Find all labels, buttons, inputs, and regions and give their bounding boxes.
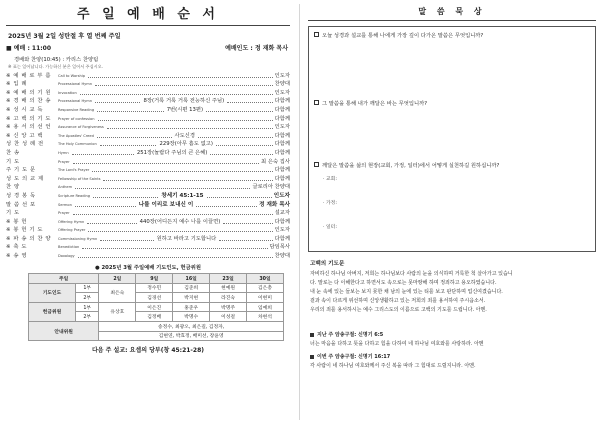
order-item-presenter: 다함께: [274, 218, 290, 225]
prayer-line: 우리의 죄를 용서하시는 예수 그리스도의 이름으로 고백의 기도를 드립니다. 아멘.: [310, 307, 487, 313]
prayer-line: 내 눈 속에 있는 들보는 보지 못한 채 남의 눈에 있는 티를 보고 판단하며 업신여겼습니다.: [310, 289, 503, 295]
leader-dots: [207, 197, 272, 198]
question-1: [314, 31, 483, 39]
leader-dots: [87, 223, 136, 224]
order-item-presenter: 다함께: [274, 115, 290, 122]
roster-label-guide: 안내위원: [29, 322, 99, 341]
leader-dots: [75, 206, 136, 207]
order-item-presenter: 다함께: [274, 141, 291, 148]
verse-2-title: 이번 주 암송구절: 신명기 16:17: [317, 354, 391, 360]
order-item-english: Processional Hymn: [58, 99, 93, 104]
next-sermon: 다음 주 설교: 요셉의 당부(창 45:21-28): [91, 347, 205, 355]
order-item-english: Call to Worship: [58, 73, 86, 78]
roster-cell: 차현석: [247, 312, 284, 322]
roster-cell: 임예희: [247, 302, 284, 312]
order-item-name: 찬 양: [6, 184, 20, 191]
order-row: [6, 131, 290, 140]
leader-dots: [100, 145, 157, 146]
leader-dots: [92, 171, 272, 172]
roster-sub: 1부: [76, 302, 99, 312]
leader-dots: [72, 154, 134, 155]
leader-dots: [82, 248, 267, 249]
order-row: [6, 209, 290, 218]
order-item-english: Hymn: [58, 150, 69, 155]
order-item-english: Prayer: [58, 211, 70, 216]
prayer-title: 고백의 기도문: [310, 261, 345, 267]
checkbox-icon: [314, 100, 319, 105]
leader-dots: [73, 214, 273, 215]
prayer-line: 겉과 속이 다르게 위선하며 신앙생활하고 있는 저희의 죄를 용서하여 주시옵소서.: [310, 298, 486, 304]
order-item-content: 사도신경: [174, 132, 195, 139]
verse-1-title-row: [310, 331, 596, 338]
order-item-english: Offering Hymn: [58, 219, 85, 224]
order-item-content: 나를 이리로 보내신 이: [138, 201, 194, 208]
roster-header-date: 30일: [247, 274, 284, 284]
order-row: [6, 200, 290, 209]
order-row: [6, 191, 290, 200]
question-3: [314, 161, 499, 169]
sub-home: · 가정:: [323, 201, 337, 206]
service-leader: 예배인도 : 정 재화 목사: [225, 45, 288, 52]
opening-praise: 경배와 찬양(10:45) : 카리스 찬양팀: [14, 57, 99, 63]
order-item-name: ※ 고 백 의 기 도: [6, 115, 52, 122]
order-row: [6, 226, 290, 235]
order-row: [6, 183, 290, 192]
roster-sub: 2부: [76, 312, 99, 322]
order-row: [6, 251, 290, 260]
roster-cell: 박명수: [173, 312, 210, 322]
roster-cell: 김경선: [136, 293, 173, 303]
question-2: [314, 99, 427, 107]
roster-header-date: 2일: [99, 274, 136, 284]
order-row: [6, 234, 290, 243]
order-item-presenter: 설교자: [274, 210, 290, 217]
roster-header-row: [29, 274, 284, 284]
order-row: [6, 148, 290, 157]
leader-dots: [103, 180, 272, 181]
order-row: [6, 88, 290, 97]
roster-cell: 박지현: [173, 293, 210, 303]
roster-cell: 김정배: [136, 312, 173, 322]
leader-dots: [88, 231, 272, 232]
order-item-english: Doxology: [58, 254, 75, 259]
order-item-presenter: 인도자: [274, 227, 290, 234]
roster-sub: 1부: [76, 283, 99, 293]
checkbox-icon: [314, 162, 319, 167]
meditation-title: 말 씀 묵 상: [308, 6, 596, 21]
roster-header-sunday: 주일: [29, 274, 99, 284]
roster-cell: 정수민: [136, 283, 173, 293]
order-item-english: Anthem: [58, 185, 73, 190]
roster-cell: 이성걸: [210, 312, 247, 322]
order-item-name: ※ 축 도: [6, 244, 28, 251]
roster-label-offering: 헌금위원: [29, 302, 76, 321]
leader-dots: [206, 111, 273, 112]
roster-cell: 박명주: [210, 302, 247, 312]
roster-header-date: 23일: [210, 274, 247, 284]
order-item-name: 기 도: [6, 210, 20, 217]
order-item-name: 성 경 봉 독: [6, 192, 36, 199]
roster-title: ● 2025년 3월 주일예배 기도인도, 헌금위원: [95, 265, 201, 272]
verse-1-body: 너는 마음을 다하고 뜻을 다하고 힘을 다하여 네 하나님 여호와를 사랑하라. 아멘: [310, 341, 484, 347]
leader-dots: [93, 197, 158, 198]
table-row: [29, 302, 284, 312]
question-box: [308, 26, 596, 252]
order-item-english: Prayer: [58, 159, 70, 164]
order-item-presenter: 인도자: [273, 192, 291, 199]
column-divider: [299, 4, 300, 420]
roster-cell: 이현미: [247, 293, 284, 303]
order-item-name: ※ 봉 헌 기 도: [6, 227, 44, 234]
order-item-name: ※ 예 배 로 부 름: [6, 72, 52, 79]
leader-dots: [210, 154, 272, 155]
leader-dots: [97, 137, 172, 138]
roster-cell: 최은숙: [99, 283, 136, 302]
order-item-presenter: 찬양대: [274, 81, 290, 88]
order-item-english: Offering Prayer: [58, 228, 86, 233]
order-item-presenter: 다함께: [274, 175, 290, 182]
order-item-presenter: 담임목사: [269, 244, 290, 251]
order-item-name: ※ 신 앙 고 백: [6, 132, 44, 139]
roster-cell: 홍준우: [173, 302, 210, 312]
roster-cell: 유상호: [99, 302, 136, 321]
order-item-content: 8장(거룩 거룩 거룩 전능하신 주님): [143, 98, 225, 105]
leader-dots: [97, 111, 164, 112]
order-item-name: ※ 파 송 의 찬 양: [6, 235, 52, 242]
leader-dots: [219, 240, 272, 241]
standing-note: ※ 표는 일어납니다. 가능하신 분은 일어서 주십시오.: [8, 64, 104, 69]
order-item-name: 찬 송: [6, 149, 20, 156]
prayer-line: 다. 말로는 다 이해한다고 하면서도 속으로는 못마땅해 하며 정죄하고 용오하였습니다.: [310, 280, 497, 286]
leader-dots: [100, 240, 153, 241]
page-title: 주 일 예 배 순 서: [6, 3, 290, 26]
order-row: [6, 105, 290, 114]
order-item-english: Fellowship of the Saints: [58, 176, 101, 181]
order-item-english: Responsive Reading: [58, 107, 95, 112]
order-item-name: 성 찬 성 례 전: [6, 141, 44, 148]
verse-1-title: 지난 주 암송구절: 신명기 6:5: [317, 332, 384, 338]
order-item-english: The Apostles' Creed: [58, 133, 94, 138]
question-1-text: 오늘 성경과 설교를 통해 나에게 가장 깊이 다가온 말씀은 무엇입니까?: [322, 33, 484, 39]
order-row: [6, 123, 290, 132]
meditation-panel: [302, 0, 600, 423]
order-item-english: Processional Hymn: [58, 82, 93, 87]
order-item-content: 440장(어디든지 예수 나를 이끌면): [139, 218, 221, 225]
leader-dots: [88, 77, 273, 78]
order-item-presenter: 다함께: [274, 167, 290, 174]
leader-dots: [196, 206, 257, 207]
roster-table: [28, 273, 284, 341]
order-item-content: 창세기 45:1-15: [161, 192, 204, 199]
order-row: [6, 166, 290, 175]
order-item-presenter: 다함께: [274, 106, 291, 113]
memory-verses: [308, 331, 596, 369]
roster-cell: 김은총: [247, 283, 284, 293]
order-item-english: Scripture Reading: [58, 193, 91, 198]
leader-dots: [78, 257, 273, 258]
table-row: [29, 283, 284, 293]
order-row: [6, 114, 290, 123]
order-item-presenter: 인도자: [274, 89, 290, 96]
question-2-text: 그 말씀을 통해 내가 깨달은 바는 무엇입니까?: [322, 101, 428, 107]
order-item-presenter: 다함께: [274, 149, 290, 156]
roster-label-prayer: 기도인도: [29, 283, 76, 302]
order-item-english: The Lord's Prayer: [58, 168, 90, 173]
leader-dots: [198, 137, 273, 138]
order-item-name: 성 도 의 교 제: [6, 175, 44, 182]
order-item-name: 주 기 도 문: [6, 167, 36, 174]
table-row: [29, 322, 284, 332]
roster-header-date: 16일: [173, 274, 210, 284]
prayer-line: 자비하신 하나님 아버지, 저희는 하나님보다 사람의 눈을 의식하며 거룩한 척 살아가고 있습니: [310, 271, 513, 277]
order-item-name: ※ 송 영: [6, 253, 28, 260]
order-item-presenter: 정 재화 목사: [259, 201, 291, 208]
order-item-english: Commissioning Hymn: [58, 236, 98, 241]
order-row: [6, 80, 290, 89]
roster-guide-names: 김현연, 박효정, 배미선, 장윤영: [99, 331, 284, 341]
order-row: [6, 243, 290, 252]
service-info-row: [6, 43, 290, 52]
order-row: [6, 97, 290, 106]
leader-dots: [80, 94, 273, 95]
service-time: ■ 예배 : 11:00: [6, 45, 52, 52]
order-item-name: 기 도: [6, 158, 20, 165]
order-item-name: ※ 예 배 의 기 원: [6, 89, 52, 96]
roster-cell: 라진숙: [210, 293, 247, 303]
prayer-body: [308, 270, 596, 315]
leader-dots: [95, 85, 273, 86]
sub-work: · 일터:: [323, 225, 337, 230]
roster-sub: 2부: [76, 293, 99, 303]
leader-dots: [227, 102, 272, 103]
order-item-english: Benediction: [58, 245, 80, 250]
verse-2-body: 각 사람이 네 하나님 여호와께서 주신 복을 따라 그 힘대로 드릴지니라. 아멘.: [310, 363, 476, 369]
roster-cell: 이은진: [136, 302, 173, 312]
order-item-presenter: 글로리아 찬양대: [252, 184, 290, 191]
order-item-presenter: 다함께: [274, 235, 291, 242]
sub-church: · 교회:: [323, 177, 337, 182]
order-row: [6, 140, 290, 149]
order-item-content: 229장(아무 흠도 없고): [159, 141, 213, 148]
order-item-english: Assurance of Forgiveness: [58, 125, 104, 130]
order-item-presenter: 인도자: [274, 124, 290, 131]
roster-header-date: 9일: [136, 274, 173, 284]
order-item-presenter: 다함께: [274, 132, 291, 139]
order-row: [6, 217, 290, 226]
checkbox-icon: [314, 32, 319, 37]
order-item-name: ※ 입 례: [6, 81, 28, 88]
service-date: 2025년 3월 2일 성탄절 후 열 번째 주일: [8, 33, 121, 40]
square-bullet-icon: [310, 355, 314, 359]
leader-dots: [75, 188, 250, 189]
square-bullet-icon: [310, 333, 314, 337]
order-item-english: The Holy Communion: [58, 142, 97, 147]
order-item-name: ※ 봉 헌: [6, 218, 28, 225]
order-row: [6, 174, 290, 183]
roster-cell: 현예원: [210, 283, 247, 293]
leader-dots: [107, 128, 273, 129]
leader-dots: [223, 223, 272, 224]
order-item-presenter: 다함께: [274, 98, 290, 105]
order-item-english: Invocation: [58, 90, 77, 95]
leader-dots: [216, 145, 273, 146]
order-item-content: 251장(놀랍다 주님의 큰 은혜): [136, 149, 208, 156]
leader-dots: [98, 120, 273, 121]
question-3-text: 깨달은 말씀을 삶의 현장(교회, 가정, 일터)에서 어떻게 실천하길 원하십니까?: [322, 163, 500, 169]
verse-2-title-row: [310, 353, 596, 360]
roster-guide-names: 송정수, 최광오, 최은길, 김정자,: [99, 322, 284, 332]
worship-order-panel: [0, 0, 298, 423]
order-item-presenter: 인도자: [274, 72, 290, 79]
order-item-english: Sermon: [58, 202, 72, 207]
order-item-name: 말 씀 선 포: [6, 201, 36, 208]
order-row: [6, 71, 290, 80]
order-item-name: ※ 성 시 교 독: [6, 106, 44, 113]
order-item-presenter: 찬양대: [274, 253, 290, 260]
order-item-english: Prayer of confession: [58, 116, 95, 121]
order-item-content: 원하고 바라고 기도합니다: [156, 235, 217, 242]
order-list: [6, 71, 290, 260]
leader-dots: [73, 163, 259, 164]
roster-cell: 김준희: [173, 283, 210, 293]
order-item-presenter: 최 은숙 집사: [261, 158, 290, 165]
order-row: [6, 157, 290, 166]
order-item-name: ※ 용 서 의 선 언: [6, 124, 52, 131]
order-item-name: ※ 경 배 의 찬 송: [6, 98, 52, 105]
order-item-content: 7번(시편 13편): [166, 106, 204, 113]
leader-dots: [95, 102, 140, 103]
